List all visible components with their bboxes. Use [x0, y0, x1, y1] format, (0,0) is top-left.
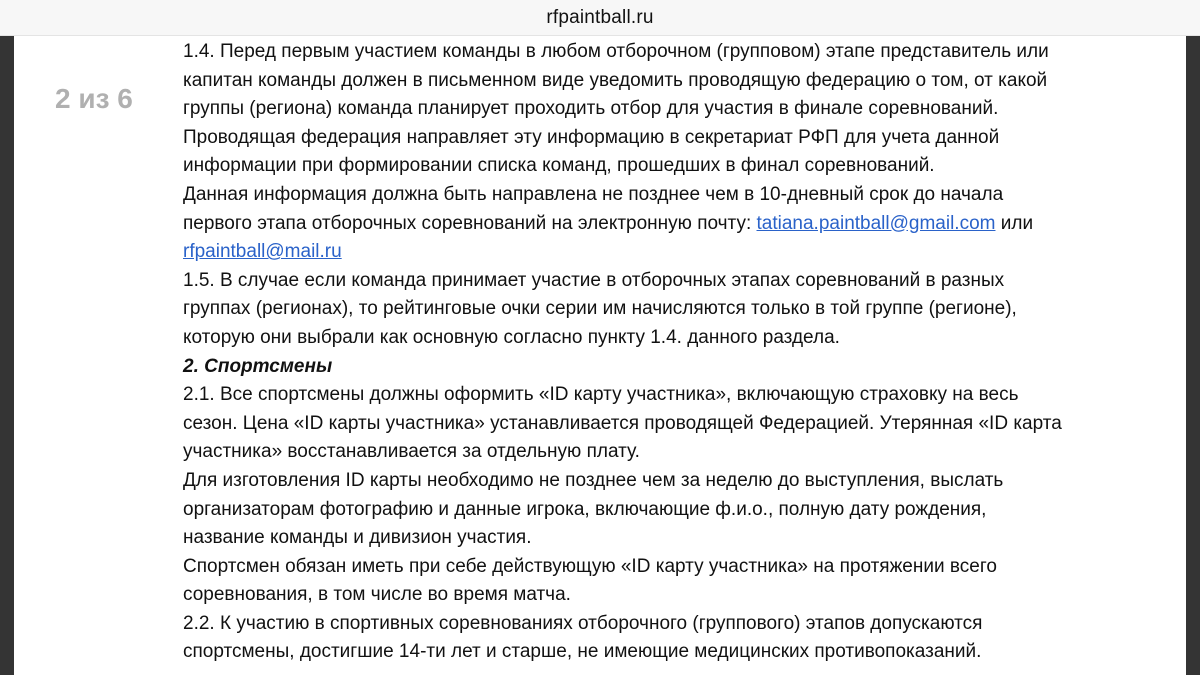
paragraph-line [183, 238, 1183, 267]
paragraph-line: соревнования, в том числе во время матча. [183, 584, 571, 606]
paragraph-line: 1.4. Перед первым участием команды в любом отборочном (групповом) этапе представитель или [183, 41, 1049, 62]
document-body [183, 38, 1183, 667]
email-link-rfpaintball[interactable]: rfpaintball@mail.ru [183, 241, 342, 263]
paragraph-line: Для изготовления ID карты необходимо не позднее чем за неделю до выступления, выслать [183, 469, 1004, 491]
paragraph-line: участника» восстанавливается за отдельную плату. [183, 441, 640, 463]
paragraph-line: Данная информация должна быть направлена не позднее чем в 10-дневный срок до начала [183, 183, 1004, 205]
right-gutter [1186, 36, 1200, 675]
paragraph-line: Спортсмен обязан иметь при себе действующую «ID карту участника» на протяжении всего [183, 555, 997, 577]
paragraph-line: организаторам фотографию и данные игрока, включающие ф.и.о., полную дату рождения, [183, 498, 987, 520]
section-heading: 2. Спортсмены [183, 355, 333, 377]
email-link-tatiana[interactable]: tatiana.paintball@gmail.com [756, 212, 996, 234]
paragraph-line: Проводящая федерация направляет эту информацию в секретариат РФП для учета данной [183, 126, 1000, 148]
paragraph-line: группах (регионах), то рейтинговые очки серии им начисляются только в той группе (регионе), [183, 298, 1017, 320]
page-indicator: 2 из 6 [55, 83, 133, 114]
line-text: первого этапа отборочных соревнований на электронную почту: [183, 212, 757, 234]
paragraph-line [183, 210, 1183, 239]
browser-top-bar [0, 0, 1200, 36]
paragraph-line: информации при формировании списка команд, прошедших в финал соревнований. [183, 155, 935, 177]
url-title[interactable]: rfpaintball.ru [546, 7, 654, 28]
paragraph-line: сезон. Цена «ID карты участника» устанавливается проводящей Федерацией. Утерянная «ID карта [183, 412, 1062, 434]
line-text: или [995, 212, 1034, 234]
left-gutter [0, 36, 14, 675]
paragraph-line: которую они выбрали как основную согласно пункту 1.4. данного раздела. [183, 326, 840, 348]
paragraph-line: спортсмены, достигшие 14-ти лет и старше, не имеющие медицинских противопоказаний. [183, 641, 982, 663]
paragraph-line: группы (региона) команда планирует проходить отбор для участия в финале соревнований. [183, 98, 999, 120]
paragraph-line: 2.2. К участию в спортивных соревнованиях отборочного (группового) этапов допускаются [183, 612, 983, 634]
paragraph-line: капитан команды должен в письменном виде уведомить проводящую федерацию о том, от какой [183, 69, 1048, 91]
paragraph-line: 1.5. В случае если команда принимает участие в отборочных этапах соревнований в разных [183, 269, 1005, 291]
paragraph-line: название команды и дивизион участия. [183, 527, 532, 549]
paragraph-line: 2.1. Все спортсмены должны оформить «ID карту участника», включающую страховку на весь [183, 384, 1019, 406]
